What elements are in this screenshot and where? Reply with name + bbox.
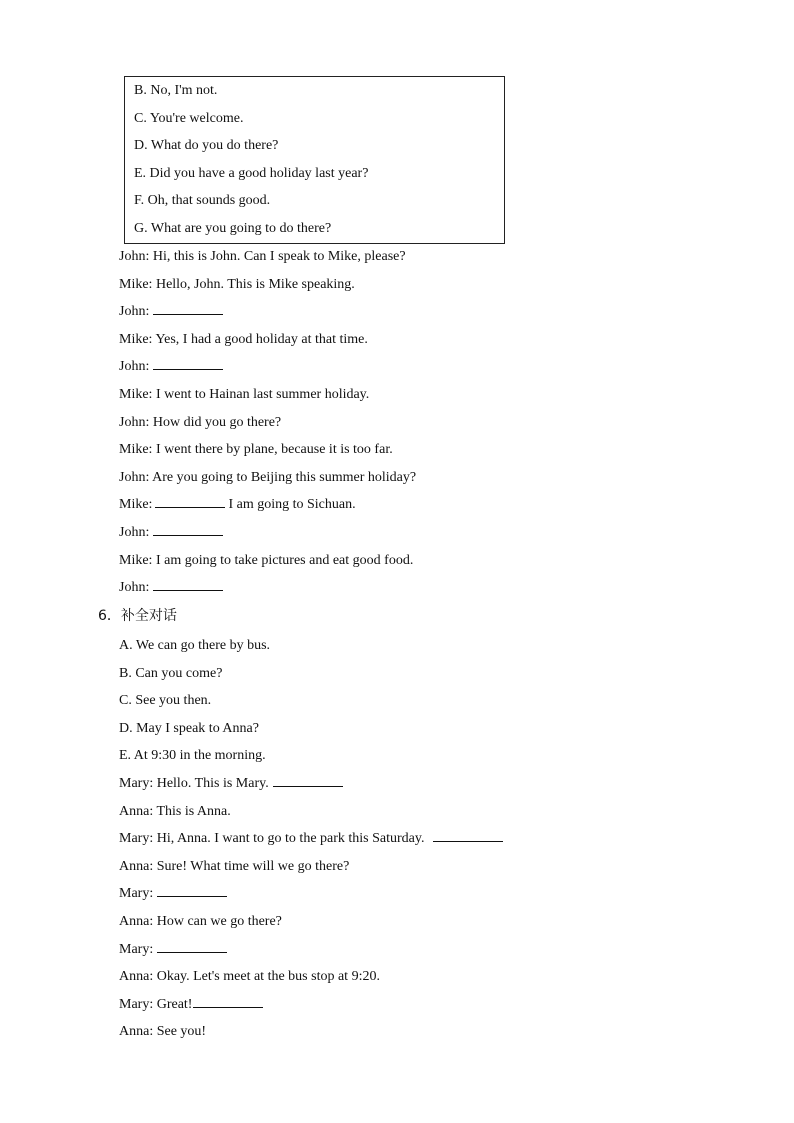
line-text: How can we go there?: [156, 913, 282, 929]
option-b: B. Can you come?: [119, 665, 223, 681]
speaker: Anna:: [119, 913, 154, 929]
dialogue-line: [119, 547, 416, 575]
speaker: Mike:: [119, 386, 153, 402]
dialogue-line: [119, 853, 503, 881]
line-text: See you!: [156, 1024, 207, 1040]
answer-blank[interactable]: [153, 576, 223, 591]
line-text: Hello, John. This is Mike speaking.: [155, 276, 355, 292]
option-e: E. At 9:30 in the morning.: [119, 748, 266, 764]
speaker: Mike:: [119, 442, 153, 458]
speaker: Mary:: [119, 941, 154, 957]
answer-blank[interactable]: [153, 521, 223, 536]
option-b: B. No, I'm not.: [134, 83, 218, 98]
line-text: Hi, Anna. I want to go to the park this Saturday.: [156, 831, 425, 847]
line-text: I am going to Sichuan.: [228, 497, 356, 513]
speaker: Mary:: [119, 886, 154, 902]
speaker: John:: [119, 580, 150, 596]
dialogue-line: [119, 298, 416, 326]
option-a: A. We can go there by bus.: [119, 638, 271, 653]
speaker: Anna:: [119, 1024, 154, 1040]
dialogue-line: [119, 436, 416, 464]
dialogue-line: [119, 798, 503, 826]
line-text: Are you going to Beijing this summer holiday?: [152, 469, 417, 485]
option-c: C. You're welcome.: [134, 110, 244, 126]
dialogue-line: [119, 963, 503, 991]
option-d: D. May I speak to Anna?: [119, 720, 259, 736]
option-d: D. What do you do there?: [134, 138, 279, 154]
answer-blank[interactable]: [193, 993, 263, 1008]
option-e: E. Did you have a good holiday last year?: [134, 165, 369, 181]
line-text: How did you go there?: [152, 414, 282, 430]
dialogue-line: [119, 464, 416, 492]
speaker: John:: [119, 524, 150, 540]
speaker: John:: [119, 469, 150, 485]
speaker: Anna:: [119, 803, 154, 819]
speaker: Mike:: [119, 552, 153, 568]
dialogue-1: [119, 243, 416, 602]
question-6-body: [119, 632, 503, 1046]
dialogue-line: [119, 991, 503, 1019]
dialogue-line: [119, 381, 416, 409]
speaker: Mary:: [119, 775, 154, 791]
answer-blank[interactable]: [273, 772, 343, 787]
line-text: Sure! What time will we go there?: [156, 858, 350, 874]
dialogue-line: [119, 326, 416, 354]
answer-blank[interactable]: [155, 493, 225, 508]
dialogue-line: [119, 491, 416, 519]
answer-blank[interactable]: [153, 355, 223, 370]
line-text: I am going to take pictures and eat good food.: [155, 552, 414, 568]
option-g: G. What are you going to do there?: [134, 220, 332, 236]
question-6-title: 6．补全对话: [98, 608, 177, 624]
dialogue-line: [119, 519, 416, 547]
line-text: This is Anna.: [156, 803, 231, 819]
answer-blank[interactable]: [157, 938, 227, 953]
dialogue-line: [119, 880, 503, 908]
speaker: Mike:: [119, 331, 153, 347]
dialogue-line: [119, 936, 503, 964]
dialogue-line: [119, 353, 416, 381]
dialogue-line: [119, 243, 416, 271]
dialogue-line: [119, 908, 503, 936]
line-text: I went to Hainan last summer holiday.: [155, 386, 370, 402]
speaker: John:: [119, 359, 150, 375]
speaker: John:: [119, 249, 150, 264]
dialogue-line: [119, 825, 503, 853]
line-text: Great!: [156, 996, 193, 1012]
dialogue-line: [119, 409, 416, 437]
dialogue-line: [119, 574, 416, 602]
dialogue-line: [119, 271, 416, 299]
line-text: I went there by plane, because it is too far.: [155, 442, 393, 458]
speaker: John:: [119, 304, 150, 320]
answer-blank[interactable]: [153, 300, 223, 315]
speaker: John:: [119, 414, 150, 430]
option-c: C. See you then.: [119, 693, 212, 709]
answer-blank[interactable]: [157, 882, 227, 897]
option-f: F. Oh, that sounds good.: [134, 193, 271, 209]
speaker: Anna:: [119, 858, 154, 874]
line-text: Yes, I had a good holiday at that time.: [155, 331, 368, 347]
speaker: Mike:: [119, 276, 153, 292]
speaker: Mary:: [119, 996, 154, 1012]
line-text: Okay. Let's meet at the bus stop at 9:20.: [156, 969, 380, 985]
answer-blank[interactable]: [433, 827, 503, 842]
line-text: Hello. This is Mary.: [156, 775, 269, 791]
options-box: [124, 76, 505, 244]
line-text: Hi, this is John. Can I speak to Mike, please?: [152, 249, 406, 264]
dialogue-line: [119, 770, 503, 798]
speaker: Mike:: [119, 497, 153, 513]
speaker: Anna:: [119, 969, 154, 985]
speaker: Mary:: [119, 831, 154, 847]
dialogue-line: [119, 1018, 503, 1046]
